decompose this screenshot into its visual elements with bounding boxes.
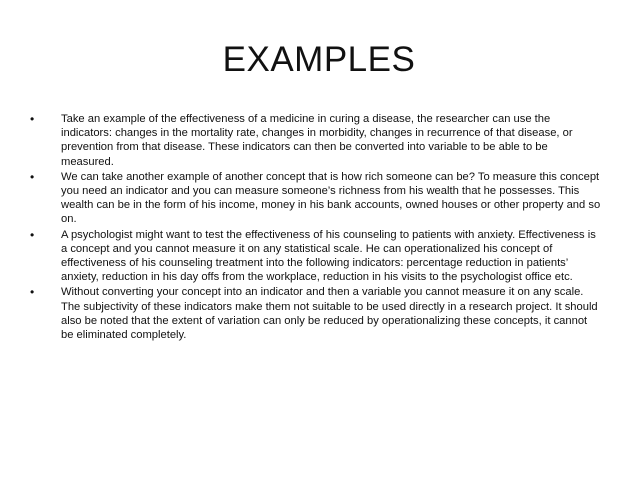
bullet-item-2 — [30, 170, 602, 227]
bullet-dot-icon: • — [30, 227, 35, 242]
bullet-dot-icon: • — [30, 169, 35, 184]
bullet-list — [30, 112, 602, 343]
bullet-item-4 — [30, 285, 602, 342]
slide-title: EXAMPLES — [222, 40, 416, 79]
bullet-dot-icon: • — [30, 112, 35, 126]
bullet-text: A psychologist might want to test the effectiveness of his counseling to patients with anxiety. Effectiveness is a concept and you cannot measure it on any statistical scale. He can operationalized his concept of effectiveness of his counseling treatment into the following indicators: percentage reduction in patients’ anxiety, reduction in his day offs from the workplace, reduction in his visits to the psychologist office etc. — [61, 228, 596, 284]
bullet-item-3 — [30, 228, 602, 285]
bullet-dot-icon: • — [30, 285, 35, 300]
bullet-text: Take an example of the effectiveness of a medicine in curing a disease, the researcher can use the indicators: changes in the mortality rate, changes in morbidity, changes in recurrence of that disease, or prevention from that disease. These indicators can then be converted into variable to be able to be measured. — [61, 113, 573, 168]
bullet-text: We can take another example of another concept that is how rich someone can be? To measure this concept you need an indicator and you can measure someone’s richness from his wealth that he possesses. This wealth can be in the form of his income, money in his bank accounts, owned houses or other property and so on. — [61, 170, 601, 226]
bullet-item-1 — [30, 112, 602, 169]
bullet-text: Without converting your concept into an indicator and then a variable you cannot measure it on any scale. The subjectivity of these indicators make them not suitable to be used directly in a research project. It should also be noted that the extent of variation can only be reduced by operationalizing these concepts, it cannot be eliminated completely. — [61, 286, 598, 342]
